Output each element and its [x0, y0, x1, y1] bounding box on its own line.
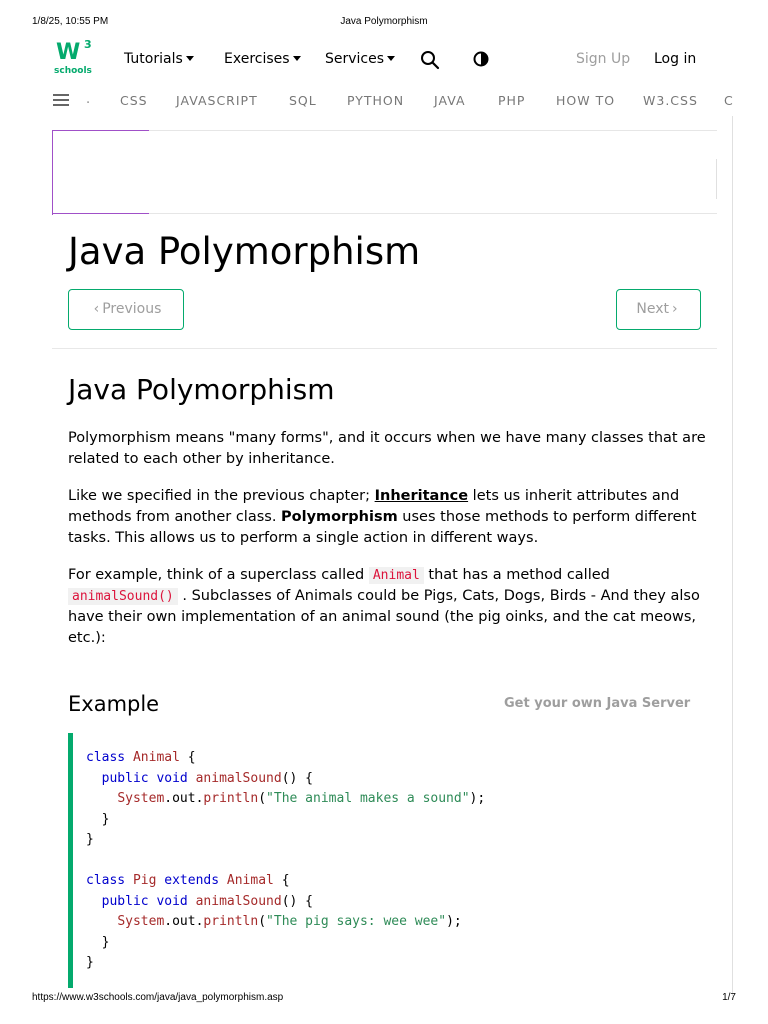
print-header: [32, 16, 736, 30]
top-navbar: [52, 38, 728, 84]
example-paragraph: For example, think of a superclass called Animal that has a method called animalSound() . Subclasses of Animals could be Pigs, Cats, Dogs, Birds - And they also have their own implementation of an animal sound (the pig oinks, and the cat meows, etc.):: [68, 567, 700, 646]
code-line: }: [86, 811, 110, 827]
logo-sup: 3: [84, 38, 92, 51]
tutorials-label: Tutorials: [124, 51, 183, 67]
caret-down-icon: [186, 56, 194, 61]
inline-code-animal: Animal: [369, 567, 424, 584]
page-edge-line: [732, 116, 733, 996]
services-menu[interactable]: [325, 51, 395, 67]
code-line: [86, 851, 708, 872]
subnav-item-javascript[interactable]: JAVASCRIPT: [176, 93, 258, 108]
subnav-item-howto[interactable]: HOW TO: [556, 93, 616, 108]
subnav-item-css[interactable]: CSS: [120, 93, 148, 108]
inheritance-link[interactable]: Inheritance: [374, 488, 469, 504]
code-line: class Pig extends Animal {: [86, 873, 290, 888]
previous-button[interactable]: [68, 289, 184, 330]
next-button[interactable]: [616, 289, 701, 330]
code-line: }: [86, 934, 110, 950]
section-heading: Java Polymorphism: [68, 373, 335, 406]
signup-link[interactable]: Sign Up: [576, 51, 631, 67]
login-link[interactable]: Log in: [654, 51, 697, 67]
subnav-item-python[interactable]: PYTHON: [347, 93, 405, 108]
logo-mark: W: [56, 40, 80, 65]
print-url: https://www.w3schools.com/java/java_polymorphism.asp: [32, 992, 284, 1003]
print-footer: [32, 992, 736, 1006]
example-heading: Example: [68, 692, 160, 716]
divider: [52, 348, 717, 349]
exercises-menu[interactable]: [224, 51, 301, 67]
page-title: Java Polymorphism: [68, 230, 421, 273]
code-line: System.out.println("The animal makes a sound");: [117, 791, 486, 806]
caret-down-icon: [387, 56, 395, 61]
get-java-server-link[interactable]: Get your own Java Server: [504, 696, 691, 711]
tutorials-menu[interactable]: [124, 51, 194, 67]
subnav-item-php[interactable]: PHP: [498, 93, 526, 108]
print-page-number: 1/7: [722, 992, 736, 1003]
subnav-dot: .: [86, 92, 91, 107]
code-example: [68, 733, 708, 988]
next-label: Next: [636, 301, 669, 317]
contrast-toggle-icon[interactable]: [473, 51, 489, 67]
code-line: }: [86, 955, 94, 970]
subnav-item-sql[interactable]: SQL: [289, 93, 317, 108]
subjects-navbar: [52, 90, 736, 112]
exercises-label: Exercises: [224, 51, 290, 67]
chevron-left-icon: ‹: [93, 301, 100, 317]
print-title: Java Polymorphism: [340, 16, 428, 27]
print-date: 1/8/25, 10:55 PM: [32, 16, 109, 27]
ad-placeholder: [52, 130, 717, 214]
chevron-right-icon: ›: [672, 301, 678, 317]
code-line: }: [86, 832, 94, 847]
search-icon[interactable]: [420, 50, 440, 70]
code-line: public void animalSound() {: [101, 770, 313, 786]
menu-icon[interactable]: [53, 94, 69, 106]
code-line: public void animalSound() {: [101, 893, 313, 909]
caret-down-icon: [293, 56, 301, 61]
code-line: class Animal {: [86, 750, 196, 765]
w3schools-logo[interactable]: [54, 40, 96, 80]
inheritance-paragraph: Like we specified in the previous chapter; Inheritance lets us inherit attributes and methods from another class. Polymorphism uses those methods to perform different tasks. This allows us to perform a single action in different ways.: [68, 488, 697, 546]
services-label: Services: [325, 51, 385, 67]
subnav-item-java[interactable]: JAVA: [434, 93, 466, 108]
intro-paragraph: Polymorphism means "many forms", and it occurs when we have many classes that are related to each other by inheritance.: [68, 430, 706, 467]
previous-label: Previous: [102, 301, 162, 317]
subnav-item-c[interactable]: C: [724, 93, 734, 108]
subnav-item-w3css[interactable]: W3.CSS: [643, 93, 698, 108]
inline-code-animalsound: animalSound(): [68, 588, 178, 605]
code-line: System.out.println("The pig says: wee wee");: [117, 914, 462, 929]
logo-text: schools: [54, 66, 92, 76]
